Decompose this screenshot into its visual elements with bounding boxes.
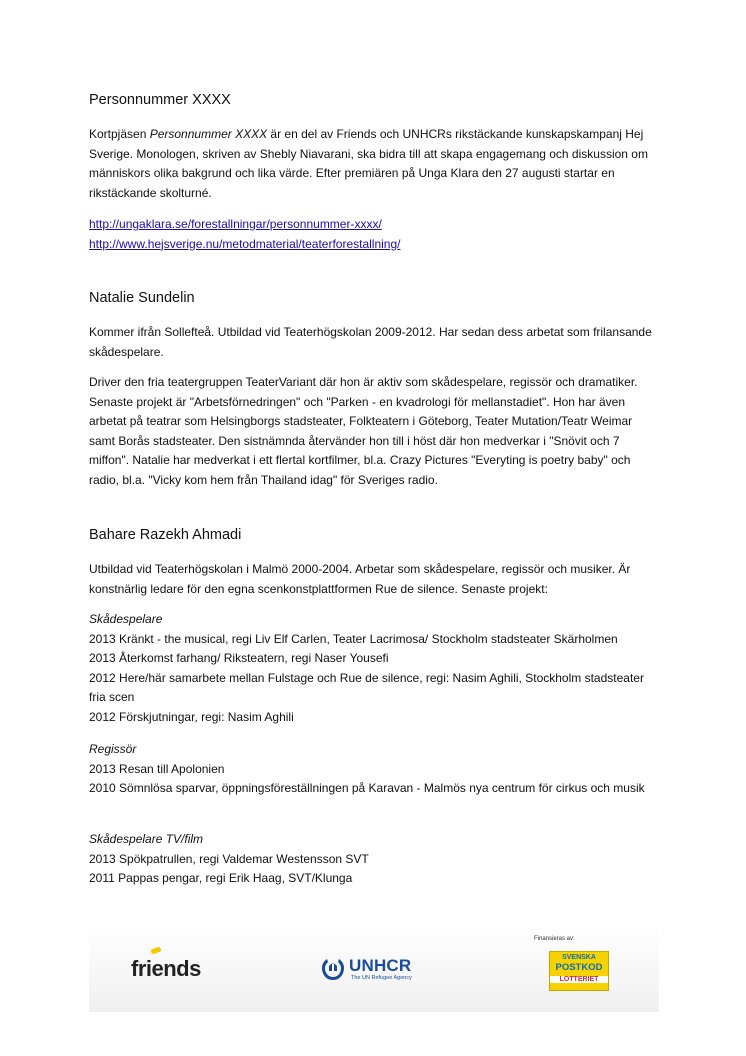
list-item: 2013 Resan till Apolonien xyxy=(89,761,225,776)
link-list xyxy=(89,215,661,254)
list-item: 2010 Sömnlösa sparvar, öppningsföreställningen på Karavan - Malmös nya centrum för cirkus och musik xyxy=(89,781,645,796)
unhcr-logo xyxy=(319,956,429,986)
paragraph-natalie-2: Driver den fria teatergruppen TeaterVariant där hon är aktiv som skådespelare, regissör och dramatiker. Senaste projekt är "Arbetsförnedringen" och "Parken - en kvadrologi för mellanstadiet". Hon har även arbetat på teatrar som Helsingborgs stadsteater, Folkteatern i Göteborg, Teater Mutation/Teatr Weimar samt Borås stadsteater. Den sistnämnda återvänder hon till i höst där hon medverkar i "Snövit och 7 miffon". Natalie har medverkat i ett flertal kortfilmer, bl.a. Crazy Pictures "Everyting is poetry baby" och radio, bl.a. "Vicky kom hem från Thailand idag" för Sveriges radio. xyxy=(89,375,638,487)
heading-natalie: Natalie Sundelin xyxy=(89,290,195,306)
group-regissor xyxy=(89,740,661,799)
postkodlotteriet-logo: SVENSKA POSTKOD LOTTERIET xyxy=(549,951,609,991)
group-tv-film xyxy=(89,830,661,889)
paragraph-personnummer: Kortpjäsen Personnummer XXXX är en del av Friends och UNHCRs rikstäckande kunskapskampanj Hej Sverige. Monologen, skriven av Shebly Niavarani, ska bidra till att skapa engagemang och diskussion om människors olika bakgrund och lika värde. Efter premiären på Unga Klara den 27 augusti startar en rikstäckande skolturné. xyxy=(89,127,648,200)
unhcr-tagline: The UN Refugee Agency xyxy=(351,975,412,981)
link-hejsverige[interactable]: http://www.hejsverige.nu/metodmaterial/teaterforestallning/ xyxy=(89,236,401,251)
list-item: 2013 Spökpatrullen, regi Valdemar Westensson SVT xyxy=(89,851,369,866)
friends-logo: friends xyxy=(131,956,201,981)
friends-logo-accent xyxy=(150,946,161,954)
group-skadespelare xyxy=(89,610,661,728)
list-item: 2012 Förskjutningar, regi: Nasim Aghili xyxy=(89,709,294,724)
list-item: 2012 Here/här samarbete mellan Fulstage och Rue de silence, regi: Nasim Aghili, Stockholm stadsteater fria scen xyxy=(89,670,644,705)
paragraph-bahare: Utbildad vid Teaterhögskolan i Malmö 2000-2004. Arbetar som skådespelare, regissör och musiker. Är konstnärlig ledare för den egna scenkonstplattformen Rue de silence. Senaste projekt: xyxy=(89,562,631,596)
play-title-italic: Personnummer XXXX xyxy=(149,127,268,141)
sponsor-footer xyxy=(89,924,659,1012)
group-title: Skådespelare TV/film xyxy=(89,832,204,846)
list-item: 2013 Återkomst farhang/ Riksteatern, regi Naser Yousefi xyxy=(89,651,389,666)
link-ungaklara[interactable]: http://ungaklara.se/forestallningar/personnummer-xxxx/ xyxy=(89,217,382,231)
group-title: Regissör xyxy=(89,742,137,756)
heading-bahare: Bahare Razekh Ahmadi xyxy=(89,527,242,543)
heading-personnummer: Personnummer XXXX xyxy=(89,92,231,108)
list-item: 2011 Pappas pengar, regi Erik Haag, SVT/Klunga xyxy=(89,871,353,886)
list-item: 2013 Kränkt - the musical, regi Liv Elf Carlen, Teater Lacrimosa/ Stockholm stadsteater Skärholmen xyxy=(89,631,618,646)
paragraph-natalie-1: Kommer ifrån Sollefteå. Utbildad vid Teaterhögskolan 2009-2012. Har sedan dess arbetat som frilansande skådespelare. xyxy=(89,325,652,359)
group-title: Skådespelare xyxy=(89,612,163,626)
unhcr-emblem-icon xyxy=(319,956,347,982)
financed-by-label: Finansieras av: xyxy=(534,936,575,942)
unhcr-wordmark: UNHCR xyxy=(349,956,412,975)
